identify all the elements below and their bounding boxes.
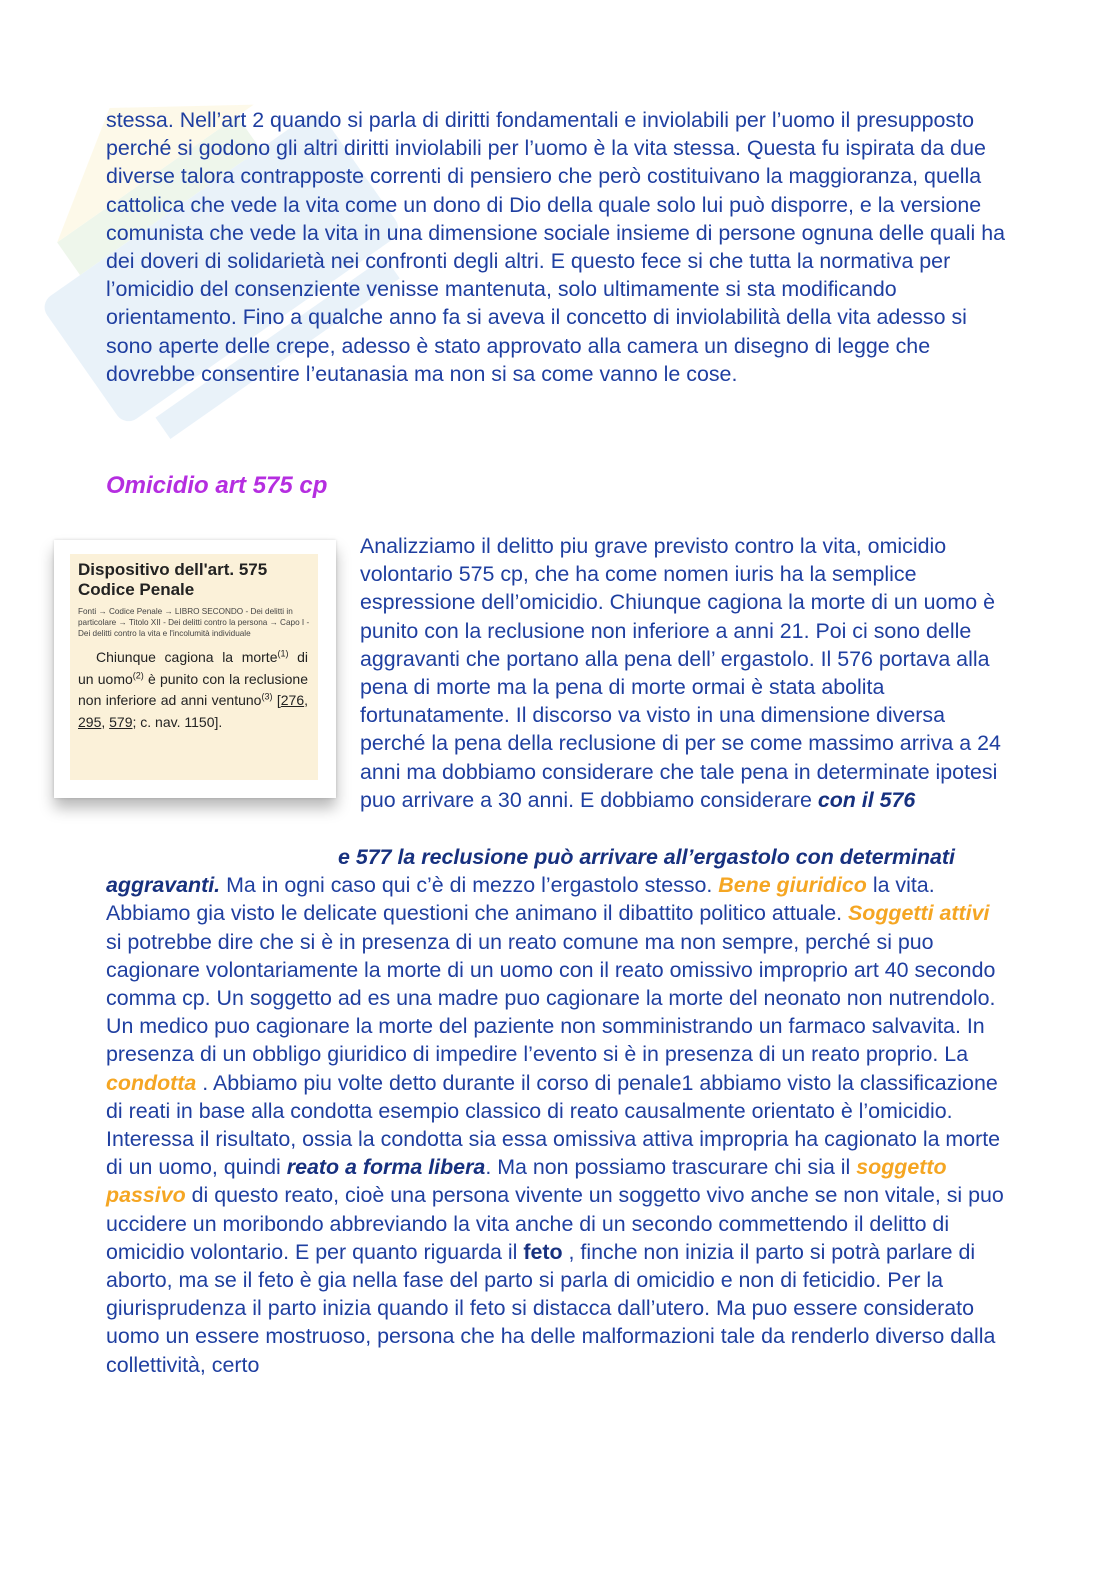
- article-link-276[interactable]: 276: [280, 692, 305, 708]
- paragraph-analysis: [360, 532, 1010, 814]
- figure-article-text: [78, 647, 308, 733]
- analysis-text: Analizziamo il delitto piu grave previsto contro la vita, omicidio volontario 575 cp, che ha come nomen iuris ha la semplice espressione dell’omicidio. Chiunque cagiona la morte di un uomo è punito con la reclusione non inferiore a anni 21. Poi ci sono delle aggravanti che portano alla pena dell’ ergastolo. Il 576 portava alla pena di morte ma la pena di morte ormai è stata abolita fortunatamente. Il discorso va visto in una dimensione diversa perché la pena della reclusione di per se come massimo arriva a 24 anni ma dobbiamo considerare che tale pena in determinate ipotesi puo arrivare a 30 anni. E dobbiamo considerare: [360, 534, 1001, 812]
- term-feto: feto: [523, 1239, 563, 1264]
- paragraph-intro: stessa. Nell’art 2 quando si parla di diritti fondamentali e inviolabili per l’uomo il presupposto perché si godono gli altri diritti inviolabili per l’uomo è la vita stessa. Questa fu ispirata da due diverse talora contrapposte correnti di pensiero che però costituivano la maggioranza, quella cattolica che vede la vita come un dono di Dio della quale solo lui può disporre, e la versione comunista che vede la vita in una dimensione sociale insieme di persone ognuna delle quali ha dei doveri di solidarietà nei confronti degli altri. E questo fece si che tutta la normativa per l’omicidio del consenziente venisse mantenuta, solo ultimamente si sta modificando orientamento. Fino a qualche anno fa si aveva il concetto di inviolabilità della vita adesso si sono aperte delle crepe, adesso è stato approvato alla camera un disegno di legge che dovrebbe consentire l’eutanasia ma non si sa come vanno le cose.: [106, 108, 1005, 386]
- figure-title: Dispositivo dell'art. 575 Codice Penale: [78, 560, 268, 599]
- figure-breadcrumb: Fonti → Codice Penale → LIBRO SECONDO - Dei delitti in particolare → Titolo XII - Dei delitti contro la persona → Capo I - Dei delitti contro la vita e l'incolumità individuale: [78, 607, 310, 638]
- analysis-bold: con il 576: [817, 787, 916, 812]
- text-4: . Abbiamo piu volte detto durante il corso di penale1 abbiamo visto la classificazione di reati in base alla condotta esempio classico di reato causalmente orientato è l’omicidio. Interessa il risultato, ossia la condotta sia essa omissiva attiva impropria ha cagionato la morte di un uomo, quindi: [106, 1070, 1001, 1180]
- figure-text-4: [: [272, 692, 281, 708]
- text-7: , finche non inizia il parto si potrà parlare di aborto, ma se il feto è gia nella fase del parto si parla di omicidio e non di feticidio. Per la giurisprudenza il parto inizia quando il feto si distacca dall’utero. Ma puo essere considerato uomo un essere mostruoso, persona che ha delle malformazioni tale da renderlo diverso dalla collettività, certo: [106, 1239, 996, 1377]
- footnote-ref-1[interactable]: (1): [277, 648, 289, 659]
- figure-text-5: ,: [304, 692, 309, 708]
- article-link-579[interactable]: 579: [109, 713, 133, 730]
- text-3: si potrebbe dire che si è in presenza di un reato comune ma non sempre, perché si puo cagionare volontariamente la morte di un uomo con il reato omissivo improprio art 40 secondo comma cp. Un soggetto ad es una madre puo cagionare la morte del neonato non nutrendolo. Un medico puo cagionare la morte del paziente non somministrando un farmaco salvavita. In presenza di un obbligo giuridico di impedire l’evento si è in presenza di un reato proprio. La: [106, 929, 996, 1067]
- figure-text-1: Chiunque cagiona la morte: [96, 649, 278, 665]
- bold-aggravanti: e 577 la reclusione può arrivare all’ergastolo con determinati aggravanti.: [106, 845, 955, 898]
- term-reato-forma-libera: reato a forma libera: [286, 1155, 486, 1180]
- text-6: di questo reato, cioè una persona vivente un soggetto vivo anche se non vitale, si puo uccidere un moribondo abbreviando la vita anche di un secondo commettendo il delitto di omicidio volontario. E per quanto riguarda il: [106, 1183, 1004, 1264]
- term-soggetti-attivi: Soggetti attivi: [848, 901, 990, 926]
- footnote-ref-3[interactable]: (3): [261, 691, 273, 702]
- article-575-card: [70, 554, 318, 780]
- text-5: . Ma non possiamo trascurare chi sia il: [485, 1155, 857, 1180]
- paragraph-elements: [106, 843, 1006, 1379]
- figure-text-7: ; c. nav. 1150].: [132, 713, 223, 730]
- section-heading: Omicidio art 575 cp: [106, 472, 328, 499]
- figure-text-3: è punito con la reclusione non inferiore ad anni ventuno: [78, 670, 308, 708]
- article-575-figure: [54, 540, 336, 798]
- term-soggetto-passivo: soggetto passivo: [106, 1155, 947, 1208]
- article-link-295[interactable]: 295: [78, 713, 102, 730]
- text-1: Ma in ogni caso qui c’è di mezzo l’ergastolo stesso.: [220, 873, 719, 898]
- footnote-ref-2[interactable]: (2): [132, 669, 144, 680]
- figure-text-2: di un uomo: [78, 649, 308, 687]
- text-2: la vita. Abbiamo gia visto le delicate questioni che animano il dibattito politico attuale.: [106, 873, 935, 926]
- term-condotta: condotta: [106, 1070, 197, 1095]
- term-bene-giuridico: Bene giuridico: [718, 873, 867, 898]
- figure-text-6: ,: [101, 713, 110, 730]
